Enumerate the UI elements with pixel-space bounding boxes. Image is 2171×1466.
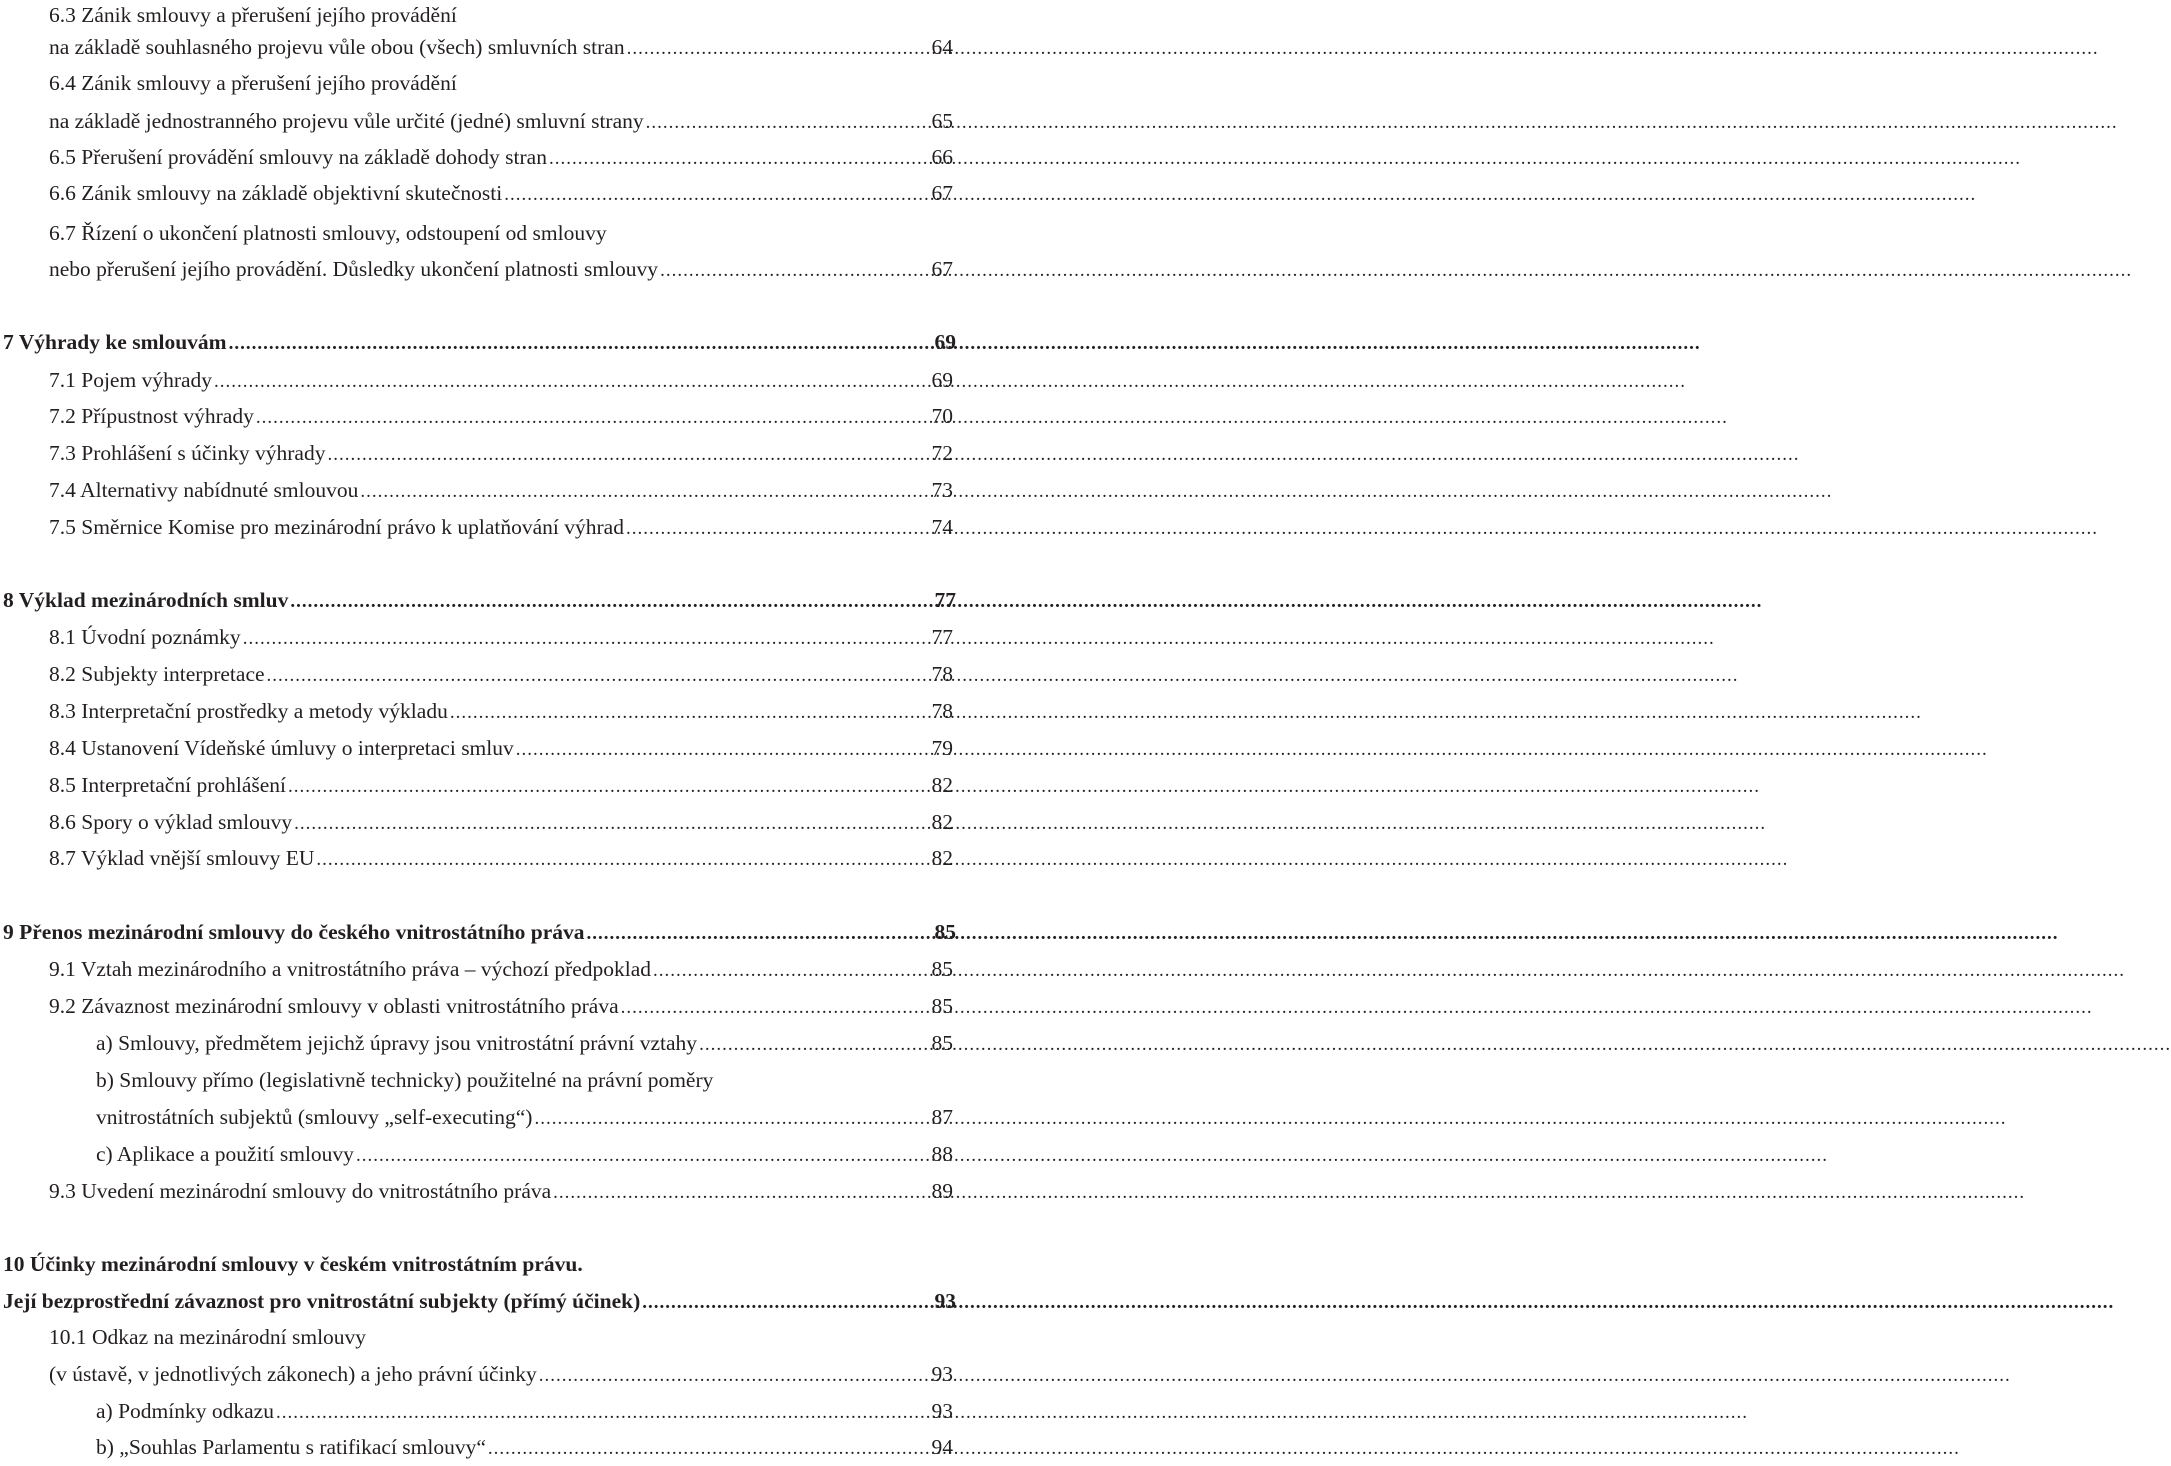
dot-leader [450, 698, 929, 728]
toc-entry-title: na základě jednostranného projevu vůle určité (jedné) smluvní strany [49, 109, 644, 133]
toc-entry [49, 807, 953, 839]
toc-entry-title: 9.1 Vztah mezinárodního a vnitrostátního práva – výchozí předpoklad [49, 957, 652, 981]
toc-chapter-heading [3, 917, 956, 949]
toc-page-number: 79 [931, 736, 953, 760]
dot-leader [267, 661, 929, 691]
toc-entry-title: 8.2 Subjekty interpretace [49, 662, 265, 686]
toc-entry-title: 8.1 Úvodní poznámky [49, 625, 241, 649]
toc-entry-title: 7.5 Směrnice Komise pro mezinárodní právo k uplatňování výhrad [49, 515, 624, 539]
dot-leader [276, 1398, 929, 1428]
toc-entry [49, 365, 953, 397]
toc-entry [49, 733, 953, 765]
toc-entry-title: 9.3 Uvedení mezinárodní smlouvy do vnitrostátního práva [49, 1179, 552, 1203]
toc-page-number: 85 [931, 957, 953, 981]
toc-entry-title: na základě souhlasného projevu vůle obou (všech) smluvních stran [49, 35, 625, 59]
toc-entry [49, 659, 953, 691]
dot-leader [539, 1361, 929, 1391]
toc-page-number: 78 [931, 699, 953, 723]
toc-entry [49, 401, 953, 433]
toc-entry [49, 68, 953, 98]
dot-leader [660, 256, 928, 286]
dot-leader [653, 956, 928, 986]
toc-entry [49, 106, 953, 138]
dot-leader [621, 993, 929, 1023]
toc-entry-title: 7.1 Pojem výhrady [49, 368, 213, 392]
toc-entry-title: 7 Výhrady ke smlouvám [3, 330, 227, 354]
toc-entry [49, 622, 953, 654]
toc-entry-title: a) Smlouvy, předmětem jejichž úpravy jsou vnitrostátní právní vztahy [96, 1031, 698, 1055]
toc-page-number: 89 [931, 1179, 953, 1203]
dot-leader [327, 440, 928, 470]
toc-page-number: 74 [931, 515, 953, 539]
dot-leader [214, 367, 928, 397]
dot-leader [516, 735, 929, 765]
dot-leader [646, 108, 929, 138]
toc-entry [49, 1176, 953, 1208]
dot-leader [356, 1141, 929, 1171]
toc-page-number: 78 [931, 662, 953, 686]
toc-entry-title: b) Smlouvy přímo (legislativně technicky) použitelné na právní poměry [96, 1068, 714, 1092]
toc-entry [49, 770, 953, 802]
toc-page-number: 72 [931, 441, 953, 465]
toc-page-number: 88 [931, 1142, 953, 1166]
toc-entry-title: 6.5 Přerušení provádění smlouvy na základě dohody stran [49, 145, 547, 169]
toc-entry-title: c) Aplikace a použití smlouvy [96, 1142, 354, 1166]
dot-leader [256, 403, 929, 433]
toc-entry [49, 438, 953, 470]
dot-leader [626, 514, 929, 544]
toc-entry [49, 178, 953, 210]
toc-entry-title: 6.4 Zánik smlouvy a přerušení jejího provádění [49, 71, 457, 95]
dot-leader [553, 1178, 928, 1208]
toc-entry [49, 991, 953, 1023]
dot-leader [290, 587, 931, 617]
toc-page-number: 70 [931, 404, 953, 428]
toc-entry-title: 7.3 Prohlášení s účinky výhrady [49, 441, 326, 465]
toc-entry [96, 1139, 953, 1171]
toc-entry [96, 1028, 953, 1060]
toc-page-number: 69 [931, 368, 953, 392]
toc-page-number: 67 [931, 181, 953, 205]
toc-entry [49, 0, 953, 30]
dot-leader [243, 624, 929, 654]
toc-entry [96, 1432, 953, 1464]
dot-leader [534, 1104, 928, 1134]
toc-page-number: 65 [931, 109, 953, 133]
toc-entry-title: 8 Výklad mezinárodních smluv [3, 588, 289, 612]
toc-page-number: 93 [934, 1289, 956, 1313]
toc-page-number: 67 [931, 257, 953, 281]
dot-leader [642, 1288, 931, 1318]
toc-entry-title: Její bezprostřední závaznost pro vnitrostátní subjekty (přímý účinek) [3, 1289, 641, 1313]
toc-entry-title: nebo přerušení jejího provádění. Důsledky ukončení platnosti smlouvy [49, 257, 659, 281]
toc-page-number: 87 [931, 1105, 953, 1129]
toc-page-number: 66 [931, 145, 953, 169]
toc-page-number: 93 [931, 1362, 953, 1386]
toc-entry-title: b) „Souhlas Parlamentu s ratifikací smlouvy“ [96, 1435, 486, 1459]
toc-page-number: 85 [931, 994, 953, 1018]
toc-entry-title: 7.2 Přípustnost výhrady [49, 404, 254, 428]
toc-page-number: 94 [931, 1435, 953, 1459]
toc-entry-title: 10.1 Odkaz na mezinárodní smlouvy [49, 1325, 367, 1349]
dot-leader [294, 809, 928, 839]
toc-entry-title: 7.4 Alternativy nabídnuté smlouvou [49, 478, 359, 502]
toc-page-number: 82 [931, 846, 953, 870]
toc-entry-title: 9.2 Závaznost mezinárodní smlouvy v oblasti vnitrostátního práva [49, 994, 619, 1018]
toc-entry [49, 254, 953, 286]
toc-page-number: 93 [931, 1399, 953, 1423]
dot-leader [488, 1434, 929, 1464]
toc-entry [49, 32, 953, 64]
toc-entry [49, 954, 953, 986]
toc-entry [49, 843, 953, 875]
toc-entry-title: 6.3 Zánik smlouvy a přerušení jejího provádění [49, 3, 457, 27]
toc-entry-title: 8.6 Spory o výklad smlouvy [49, 810, 293, 834]
dot-leader [360, 477, 928, 507]
toc-page-number: 82 [931, 773, 953, 797]
dot-leader [699, 1030, 928, 1060]
dot-leader [316, 845, 928, 875]
toc-page-number: 73 [931, 478, 953, 502]
toc-entry [96, 1102, 953, 1134]
dot-leader [229, 329, 932, 359]
toc-chapter-heading [3, 327, 956, 359]
dot-leader [587, 919, 932, 949]
toc-entry [49, 696, 953, 728]
toc-entry [49, 1359, 953, 1391]
toc-page-number: 85 [934, 920, 956, 944]
toc-chapter-heading [3, 1286, 956, 1318]
toc-page-number: 82 [931, 810, 953, 834]
toc-entry [96, 1396, 953, 1428]
toc-chapter-heading [3, 585, 956, 617]
dot-leader [504, 180, 928, 210]
toc-entry-title: 6.6 Zánik smlouvy na základě objektivní skutečnosti [49, 181, 503, 205]
toc-entry-title: vnitrostátních subjektů (smlouvy „self-executing“) [96, 1105, 533, 1129]
toc-entry [49, 512, 953, 544]
toc-entry-title: (v ústavě, v jednotlivých zákonech) a jeho právní účinky [49, 1362, 537, 1386]
toc-chapter-heading [3, 1249, 956, 1279]
table-of-contents [0, 0, 960, 1466]
toc-entry-title: 6.7 Řízení o ukončení platnosti smlouvy, odstoupení od smlouvy [49, 221, 607, 245]
toc-page-number: 69 [934, 330, 956, 354]
toc-entry [49, 142, 953, 174]
toc-entry-title: 8.4 Ustanovení Vídeňské úmluvy o interpretaci smluv [49, 736, 514, 760]
toc-page-number: 64 [931, 35, 953, 59]
toc-entry-title: 8.7 Výklad vnější smlouvy EU [49, 846, 315, 870]
toc-entry-title: a) Podmínky odkazu [96, 1399, 274, 1423]
toc-entry-title: 10 Účinky mezinárodní smlouvy v českém vnitrostátním právu. [3, 1252, 583, 1276]
toc-entry-title: 9 Přenos mezinárodní smlouvy do českého vnitrostátního práva [3, 920, 585, 944]
dot-leader [549, 144, 929, 174]
dot-leader [627, 34, 929, 64]
toc-page-number: 77 [931, 625, 953, 649]
toc-entry [49, 1322, 953, 1352]
toc-entry [96, 1065, 953, 1095]
toc-page-number: 85 [931, 1031, 953, 1055]
toc-entry [49, 218, 953, 248]
toc-entry-title: 8.5 Interpretační prohlášení [49, 773, 287, 797]
toc-entry-title: 8.3 Interpretační prostředky a metody výkladu [49, 699, 448, 723]
toc-entry [49, 475, 953, 507]
toc-page-number: 77 [934, 588, 956, 612]
dot-leader [288, 772, 928, 802]
